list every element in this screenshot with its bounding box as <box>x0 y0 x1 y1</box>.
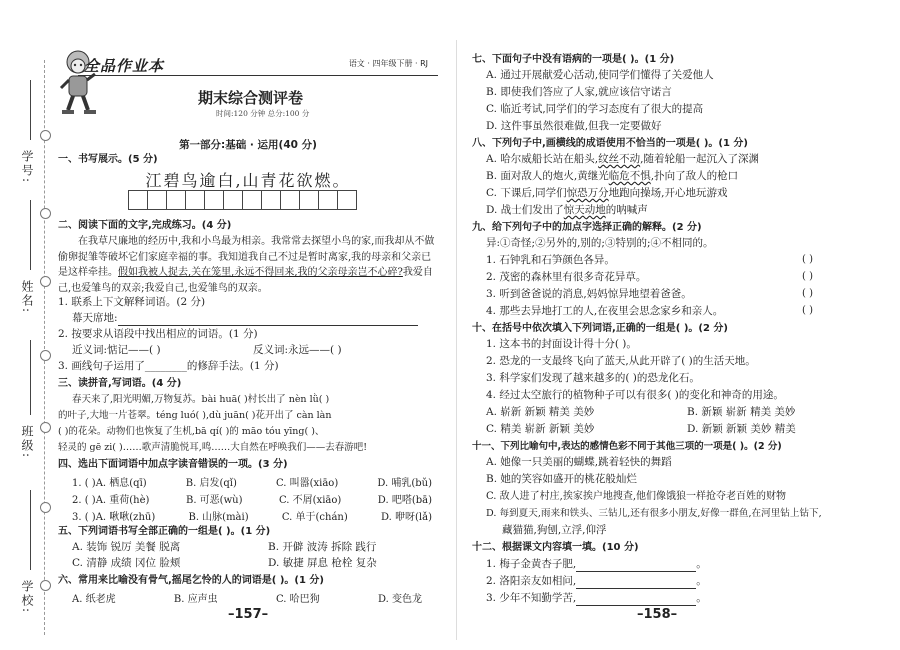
copy-verse: 江碧鸟逾白,山青花欲燃。 <box>145 171 351 190</box>
answer-blank[interactable] <box>118 312 418 326</box>
class-label: 班级: <box>20 425 34 460</box>
s10-option-a[interactable]: A. 崭新 新颖 精美 美妙 <box>486 406 595 418</box>
option[interactable]: C. 不屑(xiāo) <box>279 495 342 506</box>
part-title: 第一部分:基础 · 运用(40 分) <box>179 139 317 151</box>
option[interactable]: C. 哈巴狗 <box>275 594 320 605</box>
answer-paren[interactable]: ( ) <box>802 288 813 299</box>
subject-label: 语文 · 四年级下册 · RJ <box>348 59 428 68</box>
s9-definitions: 异:①奇怪;②另外的,别的;③特别的;④不相同的。 <box>486 237 714 249</box>
s10-item-2: 2. 恐龙的一支最终飞向了蓝天,从此开辟了( )的生活天地。 <box>486 355 756 367</box>
s7-option-c[interactable]: C. 临近考试,同学们的学习态度有了很大的提高 <box>486 103 704 115</box>
exam-title: 期末综合测评卷 <box>198 89 304 107</box>
section-10-title: 十、在括号中依次填入下列词语,正确的一组是( )。(2 分) <box>472 323 729 334</box>
pinyin-line-1: 春天来了,阳光明媚,万物复苏。bài huā( )村长出了 nèn lǜ( ) <box>72 394 330 405</box>
option[interactable]: B. 启发(qǐ) <box>185 478 237 489</box>
header-rule <box>78 75 438 76</box>
binding-strip <box>0 0 50 650</box>
s10-item-3: 3. 科学家们发现了越来越多的( )的恐龙化石。 <box>486 372 700 384</box>
q2-2-synonym: 近义词:惦记——( ) <box>72 344 161 356</box>
s10-item-1: 1. 这本书的封面设计得十分( )。 <box>486 338 637 350</box>
punch-hole <box>40 130 51 141</box>
option[interactable]: A. 纸老虎 <box>72 594 116 605</box>
grid-cell[interactable] <box>299 190 319 210</box>
q2-1-prompt: 幕天席地: <box>72 312 418 326</box>
option[interactable]: B. 应声虫 <box>173 594 218 605</box>
grid-cell[interactable] <box>204 190 224 210</box>
option[interactable]: C. 叫嚣(xiāo) <box>275 478 339 489</box>
passage-text-b: 我爱自己,也爱雏鸟的双亲;我爱自己,也爱雏鸟的双亲。 <box>58 267 433 294</box>
page-number: –157– <box>228 607 269 622</box>
writing-grid[interactable] <box>128 190 356 210</box>
s10-item-4: 4. 经过太空旅行的植物种子可以有很多( )的变化和神奇的用途。 <box>486 389 784 401</box>
option[interactable]: D. 吧嗒(bā) <box>377 495 432 506</box>
s11-option-b[interactable]: B. 她的笑容如盛开的桃花般灿烂 <box>486 473 637 485</box>
s11-option-d-cont: 藏猫猫,狗刨,立浮,仰浮 <box>502 524 607 536</box>
section-2-title: 二、阅读下面的文字,完成练习。(4 分) <box>58 220 232 231</box>
name-label: 姓名: <box>20 280 34 315</box>
answer-paren[interactable]: ( ) <box>802 305 813 316</box>
answer-paren[interactable]: ( ) <box>802 271 813 282</box>
option[interactable]: D. 咿呀(lǎ) <box>381 512 432 523</box>
grid-cell[interactable] <box>242 190 262 210</box>
s9-item-1: 1. 石钟乳和石笋颜色各异。 <box>486 254 615 266</box>
q2-2: 2. 按要求从语段中找出相应的词语。(1 分) <box>58 328 258 340</box>
s9-item-3: 3. 听到爸爸说的消息,妈妈惊异地望着爸爸。 <box>486 288 692 300</box>
pinyin-line-3: ( )的花朵。动物们也恢复了生机,bā qí( )的 māo tóu yīng( )、 <box>58 426 325 437</box>
s4-row-3 <box>72 508 432 523</box>
option[interactable]: D. 变色龙 <box>377 594 422 605</box>
s5-option-cd-1[interactable]: C. 清静 成绩 冈位 脸颊 <box>72 557 181 569</box>
s7-option-b[interactable]: B. 即使我们答应了人家,就应该信守诺言 <box>486 86 672 98</box>
school-line[interactable] <box>30 490 31 570</box>
punch-hole <box>40 422 51 433</box>
section-3-title: 三、读拼音,写词语。(4 分) <box>58 378 182 389</box>
grid-cell[interactable] <box>223 190 243 210</box>
section-6-title: 六、常用来比喻没有骨气,摇尾乞怜的人的词语是( )。(1 分) <box>58 575 325 586</box>
option[interactable]: 2. ( )A. 重荷(hè) <box>72 495 150 506</box>
grid-cell[interactable] <box>147 190 167 210</box>
header-banner <box>58 45 438 125</box>
answer-blank[interactable] <box>576 592 696 606</box>
s8-option-d[interactable]: D. 战士们发出了惊天动地的呐喊声 <box>486 204 648 216</box>
grid-cell[interactable] <box>280 190 300 210</box>
left-page <box>58 45 438 630</box>
s10-option-b[interactable]: B. 新颖 崭新 精美 美妙 <box>687 406 796 418</box>
grid-cell[interactable] <box>128 190 148 210</box>
grid-cell[interactable] <box>185 190 205 210</box>
grid-cell[interactable] <box>318 190 338 210</box>
reading-passage <box>58 234 436 296</box>
s9-item-4: 4. 那些去异地打工的人,在夜里会思念家乡和亲人。 <box>486 305 724 317</box>
s11-option-a[interactable]: A. 她像一只美丽的蝴蝶,跳着轻快的舞蹈 <box>486 456 672 468</box>
s8-option-a[interactable]: A. 哈尔威船长站在船头,纹丝不动,随着轮船一起沉入了深渊 <box>486 153 759 165</box>
s11-option-d[interactable]: D. 每到夏天,雨来和铁头、三钻儿,还有很多小朋友,好像一群鱼,在河里钻上钻下, <box>486 508 822 519</box>
punch-hole <box>40 502 51 513</box>
option[interactable]: B. 可恶(wù) <box>185 495 243 506</box>
section-4-title: 四、选出下面词语中加点字读音错误的一项。(3 分) <box>58 459 288 470</box>
option[interactable]: 3. ( )A. 啾啾(zhū) <box>72 512 156 523</box>
grid-cell[interactable] <box>261 190 281 210</box>
binding-holes <box>40 70 54 630</box>
s8-option-c[interactable]: C. 下课后,同学们惊恐万分地跑向操场,开心地玩游戏 <box>486 187 728 199</box>
answer-blank[interactable] <box>576 575 696 589</box>
right-page <box>472 45 862 630</box>
passage-underlined-sentence: 假如我被人捉去,关在笼里,永远不得回来,我的父亲母亲岂不心碎? <box>118 267 403 278</box>
option[interactable]: 1. ( )A. 栖息(qī) <box>72 478 147 489</box>
s12-item-3: 3. 少年不知勤学苦, 。 <box>486 592 707 604</box>
s4-row-2 <box>72 491 432 506</box>
answer-blank[interactable] <box>576 558 696 572</box>
punch-hole <box>40 580 51 591</box>
section-7-title: 七、下面句子中没有语病的一项是( )。(1 分) <box>472 54 675 65</box>
section-8-title: 八、下列句子中,画横线的成语使用不恰当的一项是( )。(1 分) <box>472 138 749 149</box>
s4-row-1 <box>72 474 432 489</box>
s10-option-d[interactable]: D. 新颖 新颖 美妙 精美 <box>687 423 796 435</box>
option[interactable]: B. 山脉(mài) <box>188 512 249 523</box>
option[interactable]: D. 哺乳(bǔ) <box>377 478 432 489</box>
exam-meta: 时间:120 分钟 总分:100 分 <box>216 109 310 118</box>
school-label: 学校: <box>20 580 34 615</box>
s5-option-ab-2[interactable]: B. 开僻 波涛 拆除 践行 <box>268 541 377 553</box>
section-9-title: 九、给下列句子中的加点字选择正确的解释。(2 分) <box>472 222 702 233</box>
student-id-label: 学号: <box>20 150 34 185</box>
answer-paren[interactable]: ( ) <box>802 254 813 265</box>
q2-2-antonym: 反义词:永远——( ) <box>253 344 342 356</box>
pinyin-line-4: 轻灵的 gē zi( )……歌声清脆悦耳,鸣……大自然在呼唤我们——去春游吧! <box>58 442 368 453</box>
grid-cell[interactable] <box>337 190 357 210</box>
name-line[interactable] <box>30 200 31 270</box>
grid-cell[interactable] <box>166 190 186 210</box>
pinyin-line-2: 的叶子,大地一片苍翠。téng luó( ),dù juān( )花开出了 càn làn <box>58 410 332 421</box>
s11-option-c[interactable]: C. 敌人进了村庄,挨家挨户地搜查,他们像饿狼一样抢夺老百姓的财物 <box>486 491 787 502</box>
section-12-title: 十二、根据课文内容填一填。(10 分) <box>472 542 639 553</box>
s7-option-d[interactable]: D. 这件事虽然很难做,但我一定要做好 <box>486 120 662 132</box>
s7-option-a[interactable]: A. 通过开展献爱心活动,使同学们懂得了关爱他人 <box>486 69 714 81</box>
punch-hole <box>40 276 51 287</box>
s5-option-ab-1[interactable]: A. 装饰 锐厉 美餐 脱离 <box>72 541 181 553</box>
punch-hole <box>40 350 51 361</box>
s12-item-2: 2. 洛阳亲友如相问, 。 <box>486 575 707 587</box>
option[interactable]: C. 单于(chán) <box>281 512 348 523</box>
s5-option-cd-2[interactable]: D. 敏捷 屏息 枪栓 复杂 <box>268 557 377 569</box>
section-1-title: 一、书写展示。(5 分) <box>58 154 158 165</box>
punch-hole <box>40 208 51 219</box>
s6-options <box>72 590 422 605</box>
s8-option-b[interactable]: B. 面对敌人的炮火,黄继光临危不惧,扑向了敌人的枪口 <box>486 170 739 182</box>
q2-3: 3. 画线句子运用了________的修辞手法。(1 分) <box>58 360 279 372</box>
passage-text-a: 在我草尺廉地的经历中,我和小鸟最为相亲。我常常去探望小鸟的家,而我却从不做偷卵捉雏等破坏它们家庭幸福的事。我知道我自己不过是暂时离家,我的母亲和父亲已是这样牵挂。 <box>58 236 435 278</box>
q2-1: 1. 联系上下文解释词语。(2 分) <box>58 296 206 308</box>
section-11-title: 十一、下列比喻句中,表达的感情色彩不同于其他三项的一项是( )。(2 分) <box>472 441 782 452</box>
s12-item-1: 1. 梅子金黄杏子肥, 。 <box>486 558 707 570</box>
page-divider <box>456 40 457 640</box>
page-number: –158– <box>637 607 678 622</box>
s9-item-2: 2. 茂密的森林里有很多奇花异草。 <box>486 271 647 283</box>
class-line[interactable] <box>30 340 31 415</box>
student-id-line[interactable] <box>30 80 31 140</box>
section-5-title: 五、下列词语书写全部正确的一组是( )。(1 分) <box>58 526 271 537</box>
s10-option-c[interactable]: C. 精美 崭新 新颖 美妙 <box>486 423 595 435</box>
brand-logo: 全品作业本 <box>84 57 165 75</box>
